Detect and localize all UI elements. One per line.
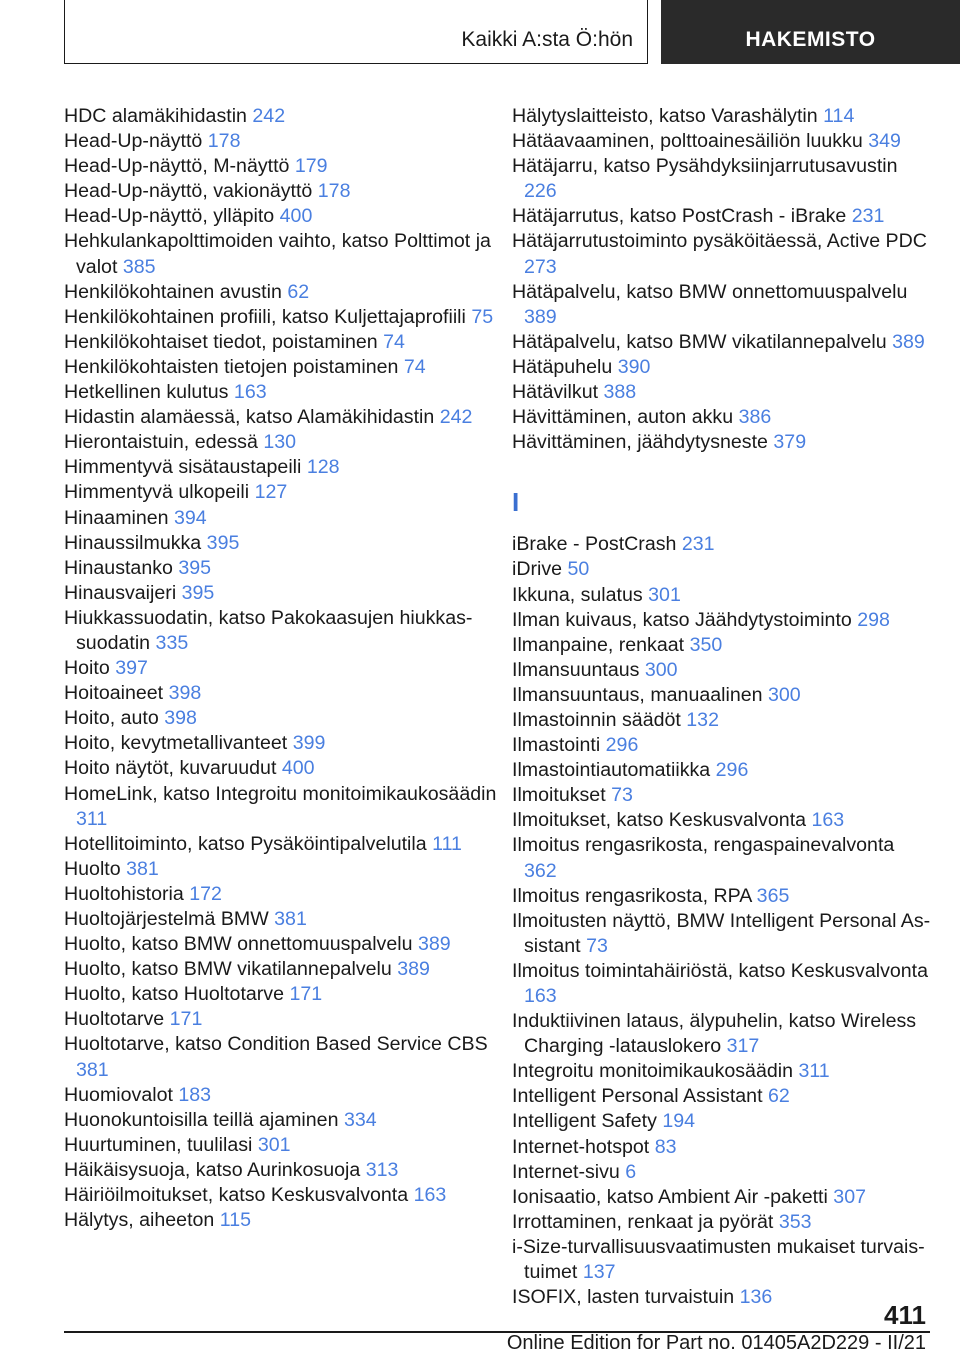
index-entry-page-link[interactable]: 226 [524, 180, 557, 203]
index-entry-text: Hoito näytöt, kuvaruudut [64, 757, 277, 780]
index-entry [512, 583, 932, 608]
index-entry-text: Huolto, katso Huoltotarve [64, 983, 284, 1006]
index-entry-text: Hierontaistuin, edessä [64, 431, 258, 454]
index-entry [512, 733, 932, 758]
index-entry [64, 857, 504, 882]
index-entry [512, 1009, 932, 1059]
index-entry-text: Hehkulankapolttimoiden vaihto, katso Polttimot ja valot [64, 230, 491, 278]
index-entry [64, 129, 504, 154]
index-entry-text: iDrive [512, 558, 563, 581]
index-entry-page-link[interactable]: 397 [115, 657, 148, 680]
index-entry [512, 959, 932, 1009]
index-entry-text: Ilmoitukset, katso Keskusvalvonta [512, 809, 807, 832]
index-entry-page-link[interactable]: 178 [207, 130, 241, 153]
index-entry-text: Hoito [64, 657, 110, 680]
index-entry-text: Huurtuminen, tuulilasi [64, 1133, 253, 1156]
index-entry [512, 808, 932, 833]
index-entry-page-link[interactable]: 389 [892, 330, 925, 353]
section-tab-label: Kaikki A:sta Ö:hön [461, 28, 633, 51]
index-entry [64, 229, 504, 279]
index-entry [512, 229, 932, 279]
index-entry [64, 581, 504, 606]
index-entry-page-link[interactable]: 130 [263, 431, 297, 454]
index-entry-page-link[interactable]: 350 [689, 633, 723, 656]
index-entry-text: Ilmoitus rengasrikosta, rengaspainevalvonta [512, 834, 895, 857]
index-entry-text: Intelligent Safety [512, 1110, 657, 1133]
index-entry-page-link[interactable]: 389 [524, 305, 557, 328]
index-entry-text: Hetkellinen kulutus [64, 381, 229, 404]
index-entry-text: Henkilökohtaisten tietojen poistaminen [64, 355, 399, 378]
index-entry-text: Huoltojärjestelmä BMW [64, 908, 269, 930]
index-tab-label: HAKEMISTO [745, 28, 876, 51]
index-entry-page-link[interactable]: 137 [582, 1261, 616, 1284]
index-entry [512, 380, 932, 405]
index-entry-text: Hätäjarrutus, katso PostCrash - iBrake [512, 205, 847, 228]
index-entry-text: Ilmastointiautomatiikka [512, 759, 711, 782]
index-entry-page-link[interactable]: 398 [164, 707, 197, 730]
index-entry [512, 1185, 932, 1210]
index-entry-text: Ilmastointi [512, 734, 601, 757]
index-entry-text: Himmentyvä ulkopeili [64, 481, 250, 504]
index-entry-page-link[interactable]: 194 [662, 1110, 696, 1133]
index-entry-text: Hätäpalvelu, katso BMW onnettomuuspalvelu [512, 280, 908, 303]
index-entry [64, 556, 504, 581]
index-entry-text: Intelligent Personal Assistant [512, 1085, 763, 1108]
index-entry-page-link[interactable]: 301 [648, 583, 681, 606]
index-entry [512, 683, 932, 708]
index-entry-page-link[interactable]: 114 [823, 105, 855, 127]
index-entry [512, 1235, 932, 1285]
index-entry-page-link[interactable]: 178 [317, 180, 351, 203]
index-entry-page-link[interactable]: 231 [681, 533, 715, 556]
index-entry-text: Hidastin alamäessä, katso Alamäkihidastin [64, 406, 435, 429]
index-entry-text: HDC alamäkihidastin [64, 105, 247, 127]
index-entry [64, 606, 504, 656]
index-entry [512, 330, 932, 355]
index-entry-page-link[interactable]: 242 [252, 105, 286, 127]
index-entry-page-link[interactable]: 73 [611, 784, 633, 807]
index-entry-text: iBrake - PostCrash [512, 533, 677, 556]
index-entry [64, 380, 504, 405]
index-entry-text: Hätäavaaminen, polttoainesäiliön luukku [512, 130, 863, 153]
index-entry [512, 532, 932, 557]
index-entry-text: Hotellitoiminto, katso Pysäköintipalvelutila [64, 832, 427, 855]
page-header [64, 0, 960, 66]
index-group-i [512, 532, 932, 1310]
index-entry-page-link[interactable]: 73 [586, 934, 608, 957]
index-entry-page-link[interactable]: 400 [281, 757, 315, 780]
index-entry [64, 531, 504, 556]
index-entry-page-link[interactable]: 381 [76, 1058, 109, 1081]
index-entry-text: Internet-sivu [512, 1160, 620, 1183]
index-entry [64, 1083, 504, 1108]
index-entry-text: Hätäjarrutustoiminto pysäköitäessä, Active PDC [512, 230, 927, 253]
index-entry [512, 154, 932, 204]
index-entry [512, 430, 932, 455]
index-entry-page-link[interactable]: 389 [397, 958, 430, 981]
index-entry-text: Himmentyvä sisätaustapeili [64, 456, 302, 479]
index-entry-page-link[interactable]: 128 [306, 456, 340, 479]
index-entry [64, 480, 504, 505]
index-entry-text: Huolto [64, 857, 121, 880]
index-entry [64, 179, 504, 204]
index-entry [64, 1208, 504, 1233]
index-entry-text: Ilmanpaine, renkaat [512, 633, 685, 656]
page-number: 411 [884, 1300, 926, 1330]
index-entry [512, 1059, 932, 1084]
index-entry-text: Hoitoaineet [64, 682, 164, 705]
index-entry [512, 608, 932, 633]
index-entry-text: Huolto, katso BMW onnettomuuspalvelu [64, 933, 413, 956]
index-entry-page-link[interactable]: 311 [76, 807, 108, 830]
index-entry-page-link[interactable]: 400 [279, 205, 313, 228]
index-entry-page-link[interactable]: 394 [174, 506, 207, 529]
index-entry [512, 204, 932, 229]
index-entry-page-link[interactable]: 111 [432, 832, 462, 855]
index-entry-page-link[interactable]: 273 [524, 255, 557, 278]
index-entry-text: Huolto, katso BMW vikatilannepalvelu [64, 958, 392, 981]
index-entry-text: Ilmansuuntaus, manuaalinen [512, 683, 763, 706]
index-entry [64, 681, 504, 706]
index-entry [64, 957, 504, 982]
index-entry-page-link[interactable]: 163 [413, 1184, 447, 1207]
index-entry-text: Huonokuntoisilla teillä ajaminen [64, 1108, 339, 1131]
index-entry-text: Hätävilkut [512, 381, 599, 404]
index-entry-page-link[interactable]: 83 [654, 1135, 677, 1158]
index-entry-text: Ilmoitukset [512, 784, 606, 807]
index-entry [64, 1032, 504, 1082]
index-entry-page-link[interactable]: 362 [524, 859, 557, 882]
index-entry-page-link[interactable]: 398 [168, 682, 202, 705]
index-entry-page-link[interactable]: 163 [811, 809, 845, 832]
index-entry [512, 909, 932, 959]
index-entry-text: Hätäjarru, katso Pysähdyksiinjarrutusavustin [512, 155, 898, 178]
index-entry-text: Hinaustanko [64, 556, 173, 579]
index-entry [64, 330, 504, 355]
index-entry-text: Hätäpuhelu [512, 355, 613, 378]
index-entry-text: Hoito, auto [64, 707, 159, 730]
index-entry-text: Induktiivinen lataus, älypuhelin, katso Wireless Charging -latauslokero [512, 1010, 917, 1058]
index-column-left [64, 104, 504, 1233]
index-entry-page-link[interactable]: 388 [603, 381, 637, 404]
index-entry [64, 882, 504, 907]
index-entry-text: Head-Up-näyttö, M-näyttö [64, 155, 290, 178]
index-tab[interactable] [661, 0, 960, 64]
index-entry [64, 731, 504, 756]
index-entry-text: Ilman kuivaus, katso Jäähdytystoiminto [512, 608, 852, 631]
index-entry-text: Huoltotarve, katso Condition Based Service CBS [64, 1033, 488, 1056]
index-entry [512, 1109, 932, 1134]
index-entry-page-link[interactable]: 75 [471, 305, 494, 328]
index-entry-page-link[interactable]: 307 [833, 1185, 866, 1208]
index-entry [64, 405, 504, 430]
index-entry-text: Häikäisysuoja, katso Aurinkosuoja [64, 1158, 361, 1181]
index-entry-page-link[interactable]: 386 [738, 406, 772, 429]
index-entry-page-link[interactable]: 395 [181, 581, 215, 604]
index-entry [64, 355, 504, 380]
index-entry-page-link[interactable]: 334 [343, 1108, 377, 1131]
index-entry-text: Ikkuna, sulatus [512, 583, 643, 606]
index-entry-page-link[interactable]: 300 [767, 683, 801, 706]
index-entry [512, 104, 932, 129]
index-entry-page-link[interactable]: 385 [122, 255, 156, 278]
index-entry-page-link[interactable]: 242 [439, 406, 473, 429]
index-entry-page-link[interactable]: 349 [868, 130, 901, 153]
index-entry [512, 1084, 932, 1109]
index-entry [512, 557, 932, 582]
index-entry-text: Ilmastoinnin säädöt [512, 708, 681, 731]
index-entry-page-link[interactable]: 132 [686, 708, 719, 731]
index-entry [512, 884, 932, 909]
index-entry-text: Hiukkassuodatin, katso Pakokaasujen hiukkassuodatin [64, 606, 473, 654]
index-entry [64, 782, 504, 832]
index-entry-text: Ilmoitus toimintahäiriöstä, katso Keskusvalvonta [512, 959, 929, 982]
section-gap [512, 455, 932, 470]
index-entry-page-link[interactable]: 301 [257, 1133, 291, 1156]
index-entry-text: Huoltohistoria [64, 882, 184, 905]
index-entry [64, 1007, 504, 1032]
index-entry [64, 756, 504, 781]
index-entry-text: Ionisaatio, katso Ambient Air -paketti [512, 1185, 828, 1208]
index-entry-page-link[interactable]: 171 [169, 1008, 203, 1031]
index-entry-page-link[interactable]: 183 [178, 1083, 212, 1106]
index-entry-text: Ilmoitusten näyttö, BMW Intelligent Personal Assistant [512, 909, 931, 957]
index-entry-page-link[interactable]: 62 [767, 1085, 790, 1108]
index-entry-page-link[interactable]: 300 [644, 658, 678, 681]
index-entry [512, 708, 932, 733]
index-entry-page-link[interactable]: 399 [292, 732, 326, 755]
index-entry-text: Hävittäminen, auton akku [512, 406, 734, 429]
index-entry-text: Henkilökohtainen avustin [64, 280, 282, 303]
index-entry-page-link[interactable]: 50 [567, 558, 590, 581]
index-entry [512, 405, 932, 430]
index-entry-text: i-Size-turvallisuusvaatimusten mukaiset turvaistuimet [512, 1235, 925, 1284]
index-entry-text: HomeLink, katso Integroitu monitoimikaukosäädin [64, 782, 497, 805]
index-entry [64, 1133, 504, 1158]
index-entry-page-link[interactable]: 127 [254, 481, 288, 504]
index-entry-text: Häiriöilmoitukset, katso Keskusvalvonta [64, 1184, 409, 1207]
index-entry-page-link[interactable]: 353 [778, 1210, 812, 1233]
index-entry-page-link[interactable]: 395 [178, 556, 212, 579]
index-entry-page-link[interactable]: 172 [189, 882, 222, 905]
index-entry-text: Hinaussilmukka [64, 531, 202, 554]
section-tab[interactable] [64, 0, 648, 64]
index-entry-page-link[interactable]: 311 [798, 1060, 830, 1083]
index-entry [512, 355, 932, 380]
index-entry-page-link[interactable]: 381 [126, 857, 159, 880]
index-entry-text: Head-Up-näyttö [64, 130, 203, 153]
index-entry-text: Hinaaminen [64, 506, 169, 529]
index-entry [512, 280, 932, 330]
index-entry-text: Henkilökohtaiset tiedot, poistaminen [64, 330, 378, 353]
index-entry-page-link[interactable]: 171 [289, 983, 323, 1006]
index-entry-page-link[interactable]: 136 [739, 1286, 773, 1309]
index-entry-text: Huomiovalot [64, 1083, 173, 1106]
index-entry-page-link[interactable]: 317 [726, 1035, 760, 1058]
index-entry-text: Head-Up-näyttö, vakionäyttö [64, 180, 313, 203]
index-entry-page-link[interactable]: 231 [851, 205, 885, 228]
index-entry-text: Internet-hotspot [512, 1135, 650, 1158]
index-entry [64, 430, 504, 455]
index-entry [64, 832, 504, 857]
index-entry [64, 455, 504, 480]
index-entry [512, 1135, 932, 1160]
index-entry-text: Integroitu monitoimikaukosäädin [512, 1060, 793, 1083]
index-entry-page-link[interactable]: 390 [617, 355, 651, 378]
index-entry-page-link[interactable]: 313 [365, 1158, 399, 1181]
index-entry-text: ISOFIX, lasten turvaistuin [512, 1286, 735, 1309]
index-entry [512, 633, 932, 658]
index-entry [512, 783, 932, 808]
index-entry-page-link[interactable]: 381 [274, 908, 307, 930]
index-entry-text: Hälytyslaitteisto, katso Varashälytin [512, 105, 818, 127]
index-entry [64, 280, 504, 305]
index-entry-page-link[interactable]: 163 [524, 985, 557, 1007]
index-entry [64, 204, 504, 229]
index-entry-text: Hävittäminen, jäähdytysneste [512, 431, 768, 454]
index-entry [64, 1183, 504, 1208]
index-entry-page-link[interactable]: 296 [605, 734, 639, 757]
index-entry-text: Ilmansuuntaus [512, 658, 640, 681]
index-entry-page-link[interactable]: 74 [403, 355, 426, 378]
index-entry-text: Hätäpalvelu, katso BMW vikatilannepalvelu [512, 330, 887, 353]
index-entry-page-link[interactable]: 365 [756, 884, 790, 907]
index-entry-page-link[interactable]: 179 [294, 155, 328, 178]
index-entry-page-link[interactable]: 335 [155, 631, 189, 654]
index-entry-text: Head-Up-näyttö, ylläpito [64, 205, 275, 228]
index-entry-text: Ilmoitus rengasrikosta, RPA [512, 884, 752, 907]
index-entry [64, 154, 504, 179]
index-entry [512, 1285, 932, 1310]
index-entry-text: Irrottaminen, renkaat ja pyörät [512, 1210, 774, 1233]
index-entry-page-link[interactable]: 389 [417, 933, 451, 956]
index-entry [64, 907, 504, 932]
index-entry [64, 1158, 504, 1183]
index-entry [512, 658, 932, 683]
index-entry-page-link[interactable]: 62 [287, 280, 310, 303]
section-letter-heading: I [512, 487, 520, 518]
index-entry [64, 706, 504, 731]
index-entry-text: Henkilökohtainen profiili, katso Kuljettajaprofiili [64, 305, 466, 328]
index-entry [512, 129, 932, 154]
index-entry [512, 1160, 932, 1185]
index-entry [64, 506, 504, 531]
index-entry-page-link[interactable]: 74 [383, 330, 405, 353]
index-entry [64, 982, 504, 1007]
index-entry [512, 758, 932, 783]
index-entry-text: Hinausvaijeri [64, 581, 177, 604]
index-entry-page-link[interactable]: 6 [625, 1160, 637, 1183]
index-column-right [512, 104, 932, 1310]
index-entry [512, 833, 932, 883]
index-entry [64, 1108, 504, 1133]
index-entry-page-link[interactable]: 298 [857, 608, 890, 631]
index-entry [64, 305, 504, 330]
index-entry-page-link[interactable]: 115 [219, 1209, 252, 1232]
index-entry [64, 104, 504, 129]
index-entry-text: Hälytys, aiheeton [64, 1209, 215, 1232]
index-group-h-continued [512, 104, 932, 455]
index-entry-text: Huoltotarve [64, 1008, 165, 1031]
index-entry-page-link[interactable]: 395 [206, 531, 240, 554]
footer-edition: Online Edition for Part no. 01405A2D229 - II/21 [506, 1332, 926, 1354]
index-entry [64, 656, 504, 681]
index-entry [512, 1210, 932, 1235]
index-entry-page-link[interactable]: 296 [715, 759, 749, 782]
index-entry-text: Hoito, kevytmetallivanteet [64, 732, 288, 755]
index-entry-page-link[interactable]: 379 [773, 431, 807, 454]
index-entry-page-link[interactable]: 163 [233, 381, 267, 404]
index-entry [64, 932, 504, 957]
